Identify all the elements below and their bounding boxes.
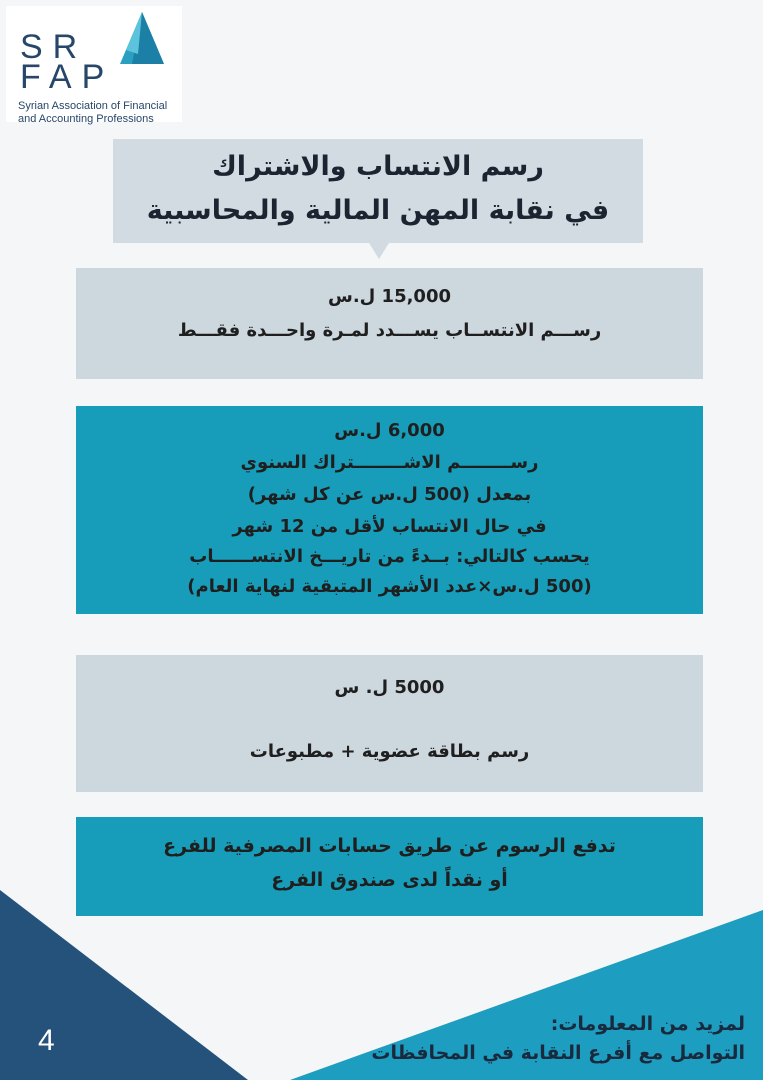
contact-line-2: التواصل مع أفرع النقابة في المحافظات: [371, 1042, 745, 1064]
payment-line-1: تدفع الرسوم عن طريق حسابات المصرفية للفرع: [163, 835, 616, 857]
fee-amount: 15,000 ل.س: [327, 286, 452, 307]
logo-name-line1: Syrian Association of Financial: [18, 100, 168, 112]
title-line-1: رسم الانتساب والاشتراك: [212, 151, 544, 182]
fee-description-line: بمعدل (500 ل.س عن كل شهر): [247, 484, 532, 505]
contact-line-1: لمزيد من المعلومات:: [550, 1013, 745, 1035]
fee-description-line: (500 ل.س×عدد الأشهر المتبقية لنهاية العام): [187, 576, 592, 597]
logo-mark-top: SR: [20, 28, 88, 66]
fee-description-line: رســــــــم الاشــــــــتراك السنوي: [240, 452, 539, 473]
title-line-2: في نقابة المهن المالية والمحاسبية: [146, 195, 610, 226]
fee-description-line: في حال الانتساب لأقل من 12 شهر: [232, 516, 547, 537]
fee-description: رســـم الانتســاب يســـدد لمـرة واحـــدة فقـــط: [177, 320, 602, 341]
fee-amount: 6,000 ل.س: [334, 420, 445, 441]
payment-line-2: أو نقداً لدى صندوق الفرع: [271, 869, 508, 891]
fee-description: رسم بطاقة عضوية + مطبوعات: [249, 741, 530, 762]
logo-mark-bottom: FAP: [20, 58, 115, 92]
fee-description-line: يحسب كالتالي: بــدءً من تاريـــخ الانتســــــاب: [189, 546, 590, 567]
fee-amount: 5000 ل. س: [334, 677, 445, 698]
page-number: 4: [38, 1024, 55, 1057]
logo-name-line2: and Accounting Professions: [18, 113, 154, 125]
